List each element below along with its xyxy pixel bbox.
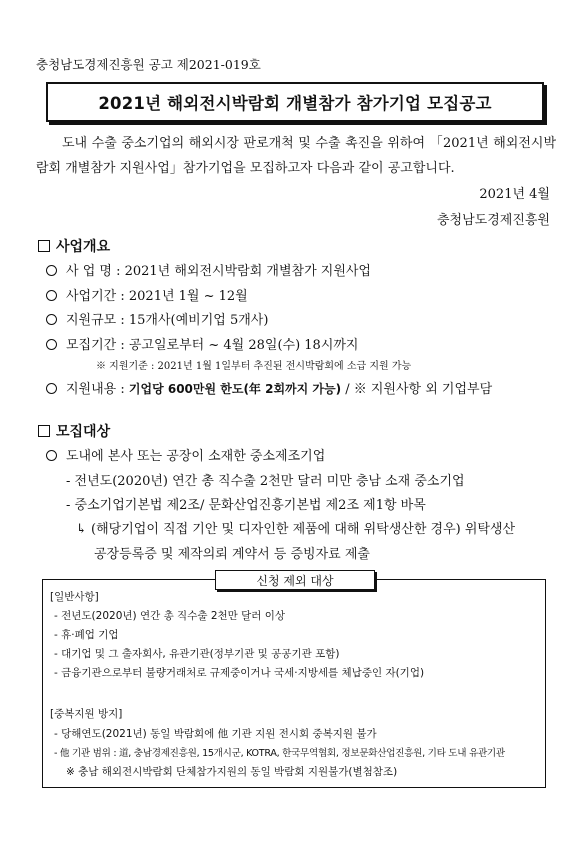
circle-bullet-icon [46,339,57,350]
duplicate-heading: [중복지원 방지] [50,708,123,720]
circle-bullet-icon [46,383,57,394]
exclusion-label: 신청 제외 대상 [215,570,375,590]
general-item: - 전년도(2020년) 연간 총 직수출 2천만 달러 이상 [54,610,286,622]
overview-support-item: 지원내용 : 기업당 600만원 한도(年 2회까지 가능) / ※ 지원사항 외 기업부담 [46,378,492,397]
overview-item: 모집기간 : 공고일로부터 ~ 4월 28일(수) 18시까지 [46,334,359,353]
general-item: - 대기업 및 그 출자회사, 유관기관(정부기관 및 공공기관 포함) [54,648,340,660]
overview-item: 사업기간 : 2021년 1월 ~ 12월 [46,285,248,304]
intro-paragraph: 도내 수출 중소기업의 해외시장 판로개척 및 수출 촉진을 위하여 「2021년 해외전시박람회 개별참가 지원사업」참가기업을 모집하고자 다음과 같이 공고합니다. [36,136,556,176]
circle-bullet-icon [46,450,57,461]
notice-date: 2021년 4월 [479,187,550,202]
duplicate-item: - 당해연도(2021년) 동일 박람회에 他 기관 지원 전시회 중복지원 불가 [54,728,377,740]
square-bullet-icon [38,425,50,437]
document-title: 2021년 해외전시박람회 개별참가 참가기업 모집공고 [98,94,492,113]
duplicate-item: - 他 기관 범위 : 道, 충남경제진흥원, 15개시군, KOTRA, 한국무역협회, 정보문화산업진흥원, 기타 도내 유관기관 [54,748,505,759]
eligibility-sub: - 중소기업기본법 제2조/ 문화산업진흥기본법 제2조 제1항 바목 [66,498,426,513]
title-box [46,82,544,122]
issuing-organization: 충청남도경제진흥원 [436,213,550,228]
overview-heading: 사업개요 [38,236,110,256]
square-bullet-icon [38,240,50,252]
eligibility-main: 도내에 본사 또는 공장이 소재한 중소제조기업 [46,445,325,464]
eligibility-sub: ↳ (해당기업이 직접 기안 및 디자인한 제품에 대해 위탁생산한 경우) 위탁생산 [76,522,516,537]
circle-bullet-icon [46,265,57,276]
circle-bullet-icon [46,290,57,301]
notice-number: 충청남도경제진흥원 공고 제2021-019호 [36,57,261,72]
duplicate-note: ※ 충남 해외전시박람회 단체참가지원의 동일 박람회 지원불가(별첨참조) [66,766,398,778]
overview-item: 사 업 명 : 2021년 해외전시박람회 개별참가 지원사업 [46,260,371,279]
general-item: - 휴·폐업 기업 [54,629,119,641]
eligibility-sub-continued: 공장등록증 및 제작의뢰 계약서 등 증빙자료 제출 [94,547,370,562]
general-item: - 금융기관으로부터 불량거래처로 규제중이거나 국세·지방세를 체납중인 자(기업) [54,667,425,679]
general-heading: [일반사항] [50,591,99,603]
circle-bullet-icon [46,314,57,325]
support-criteria-note: ※ 지원기준 : 2021년 1월 1일부터 추진된 전시박람회에 소급 지원 가능 [96,361,412,372]
overview-item: 지원규모 : 15개사(예비기업 5개사) [46,309,268,328]
eligibility-heading: 모집대상 [38,421,110,441]
eligibility-sub: - 전년도(2020년) 연간 총 직수출 2천만 달러 미만 충남 소재 중소기업 [66,474,465,489]
